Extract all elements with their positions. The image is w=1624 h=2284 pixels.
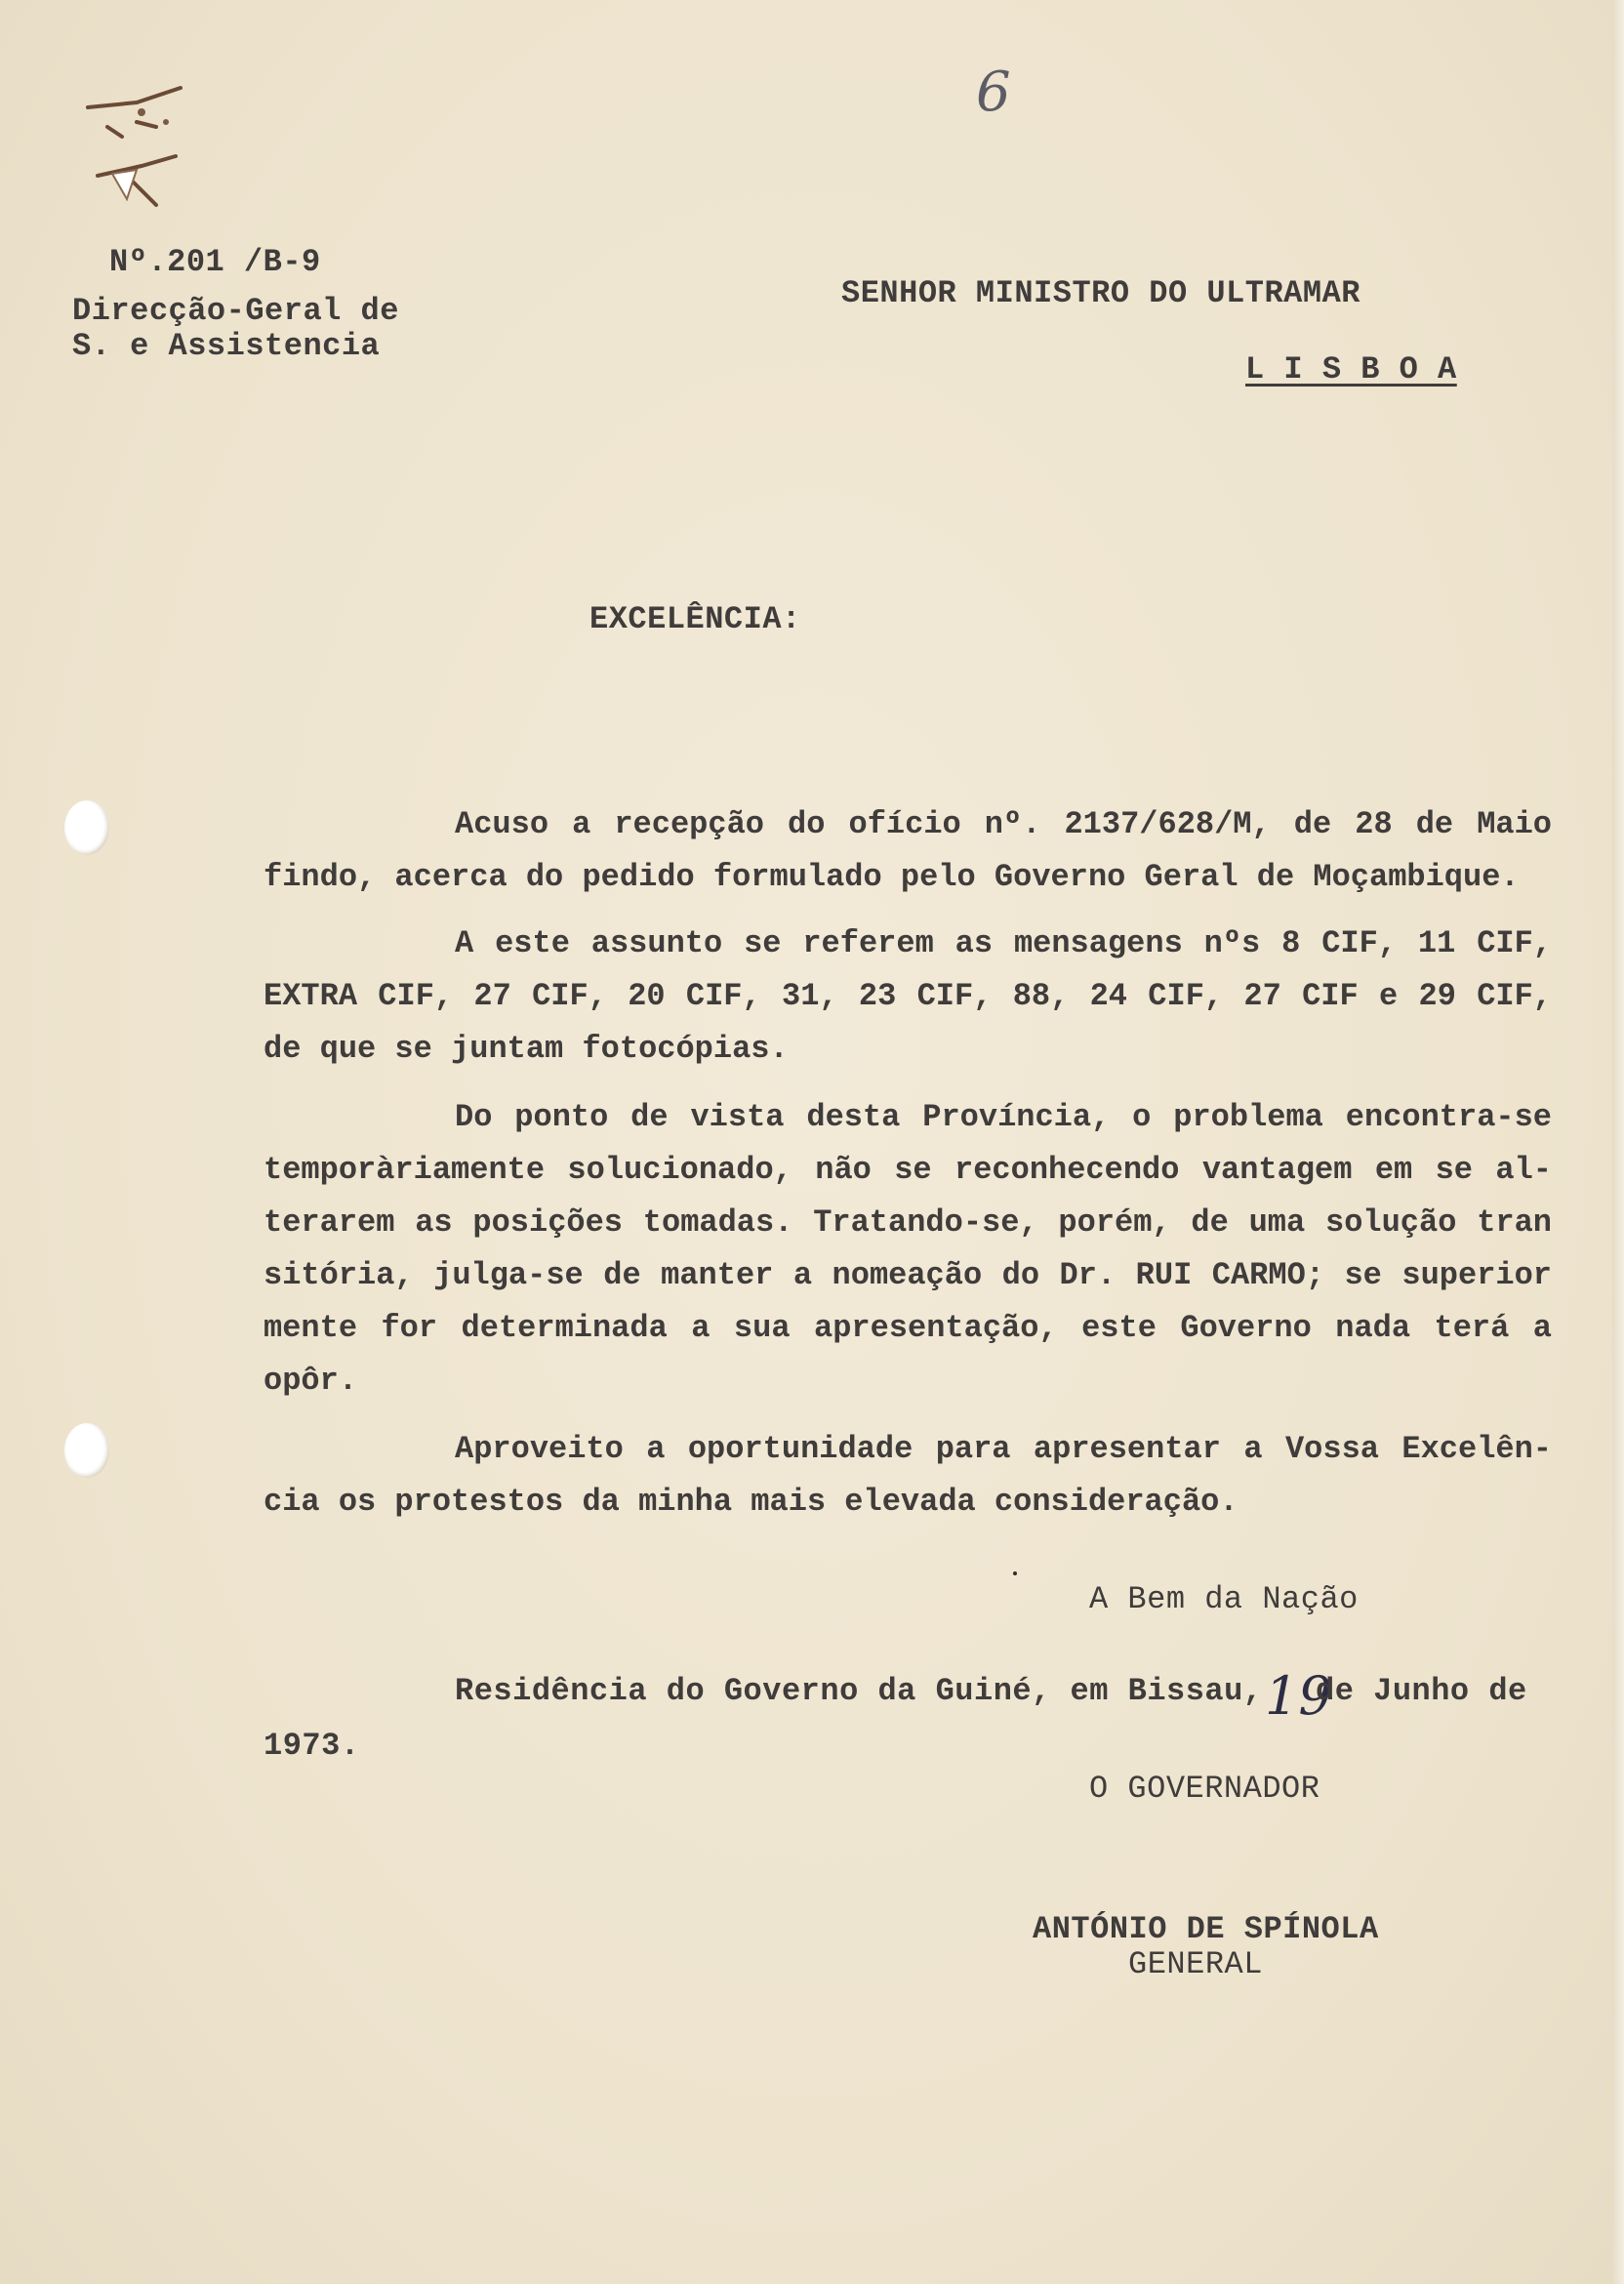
paragraph-2 — [264, 918, 1552, 1076]
handwritten-day: 19 — [1265, 1665, 1332, 1727]
text-line: de que se juntam fotocópias. — [264, 1031, 789, 1067]
text-line: temporàriamente solucionado, não se reconhecendo vantagem em se al- — [264, 1152, 1552, 1188]
paper-edge — [1612, 0, 1624, 2284]
ink-speck — [1013, 1571, 1017, 1575]
punch-hole — [64, 800, 109, 855]
department-line-1: Direcção-Geral de — [72, 293, 399, 329]
text-line: opôr. — [264, 1363, 358, 1399]
paragraph-3 — [264, 1091, 1552, 1407]
signature-rank: GENERAL — [1128, 1946, 1263, 1982]
text-line: cia os protestos da minha mais elevada consideração. — [264, 1484, 1238, 1520]
text-line: A este assunto se referem as mensagens nºs 8 CIF, 11 CIF, — [455, 925, 1552, 961]
recipient-city: L I S B O A — [1245, 351, 1457, 387]
closing: A Bem da Nação — [1089, 1581, 1359, 1617]
text-line: EXTRA CIF, 27 CIF, 20 CIF, 31, 23 CIF, 88, 24 CIF, 27 CIF e 29 CIF, — [264, 978, 1552, 1014]
paragraph-1 — [264, 798, 1552, 904]
salutation: EXCELÊNCIA: — [589, 601, 801, 637]
text-line: terarem as posições tomadas. Tratando-se, porém, de uma solução tran — [264, 1204, 1552, 1241]
text-line: mente for determinada a sua apresentação, este Governo nada terá a — [264, 1310, 1552, 1346]
text-line: Do ponto de vista desta Província, o problema encontra-se — [455, 1099, 1552, 1135]
punch-hole — [64, 1423, 109, 1478]
recipient: SENHOR MINISTRO DO ULTRAMAR — [841, 275, 1360, 311]
text-line: Acuso a recepção do ofício nº. 2137/628/M, de 28 de Maio — [455, 806, 1552, 842]
place-date-line: Residência do Governo da Guiné, em Bissau, — [455, 1673, 1263, 1709]
paragraph-4 — [264, 1423, 1552, 1529]
department-line-2: S. e Assistencia — [72, 328, 381, 364]
stamp-mark-icon — [68, 68, 215, 215]
page-number: 6 — [976, 61, 1011, 124]
place-date-end: de Junho de — [1316, 1673, 1527, 1709]
reference-number: Nº.201 /B-9 — [109, 244, 321, 280]
signature-name: ANTÓNIO DE SPÍNOLA — [1033, 1911, 1379, 1947]
text-line: findo, acerca do pedido formulado pelo Governo Geral de Moçambique. — [264, 859, 1520, 895]
text-line: Aproveito a oportunidade para apresentar a Vossa Excelên- — [455, 1431, 1552, 1467]
year-line: 1973. — [264, 1728, 360, 1764]
signature-role: O GOVERNADOR — [1089, 1771, 1320, 1807]
text-line: sitória, julga-se de manter a nomeação do Dr. RUI CARMO; se superior — [264, 1257, 1552, 1293]
